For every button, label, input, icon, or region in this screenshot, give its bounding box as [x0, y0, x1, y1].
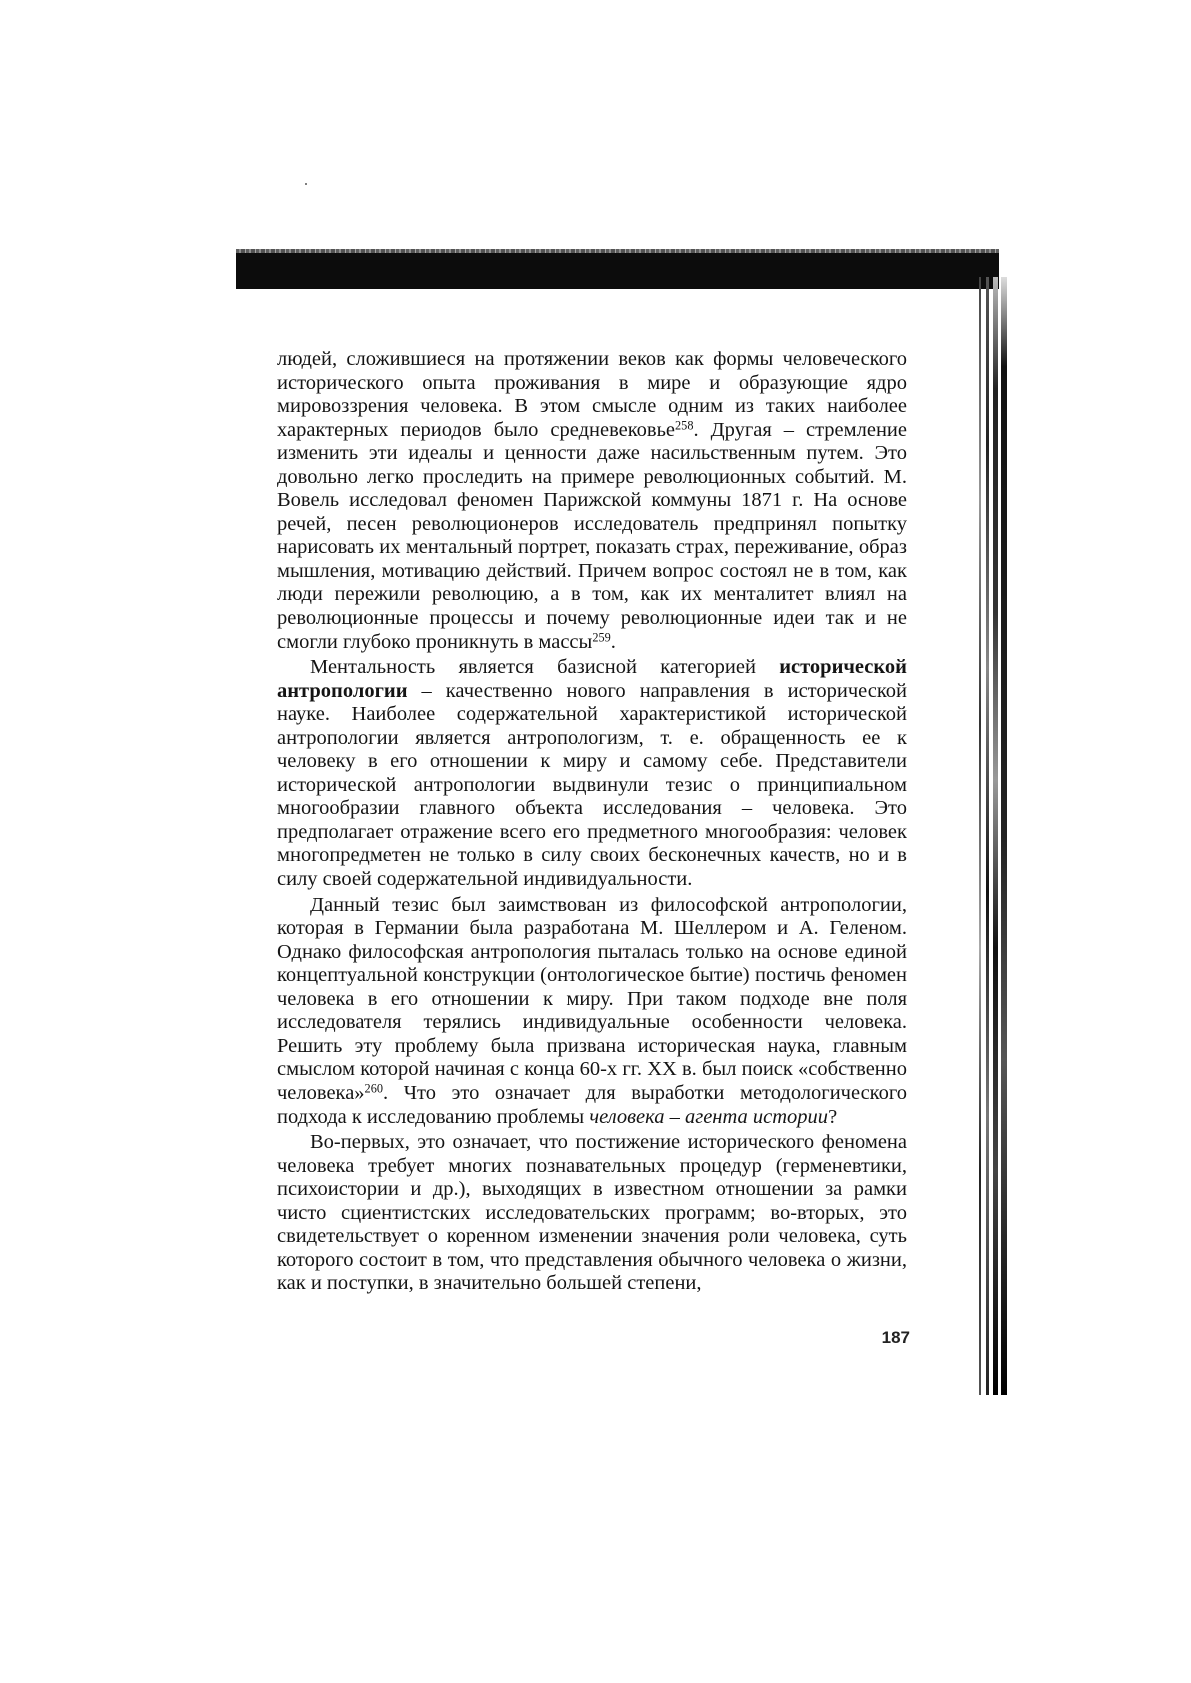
scan-top-bar [236, 253, 999, 289]
paragraph [277, 656, 907, 891]
scan-speck [305, 183, 307, 185]
scan-spine-shadow [977, 277, 1009, 1395]
spine-line [986, 277, 989, 1395]
text-run: Данный тезис был заимствован из философской антропологии, которая в Германии была разработана М. Шеллером и А. Геленом. Однако философская антропология пыталась только на основе единой концептуальной конструкции (онтологическое бытие) постичь феномен человека в его отношении к миру. При таком подходе вне поля исследователя терялись индивидуальные особенности человека. Решить эту проблему была призвана историческая наука, главным смыслом которой начиная с конца 60-х гг. XX в. был поиск «собственно человека» [277, 893, 907, 1104]
text-run: Ментальность является базисной категорией [310, 656, 780, 679]
text-run: . Что это означает для выработки методологического подхода к исследованию проблемы [277, 1081, 907, 1128]
paragraph [277, 348, 907, 654]
text-run: людей, сложившиеся на протяжении веков как формы человеческого исторического опыта проживания в мире и образующие ядро мировоззрения человека. В этом смысле одним из таких наиболее характерных периодов было средневековье [277, 348, 907, 441]
footnote-ref: 260 [364, 1081, 383, 1096]
text-run: . Другая – стремление изменить эти идеалы и ценности даже насильственным путем. Это довольно легко проследить на примере революционных событий. М. Вовель исследовал феномен Парижской коммуны 1871 г. На основе речей, песен революционеров исследователь предпринял попытку нарисовать их ментальный портрет, показать страх, переживание, образ мышления, мотивацию действий. Причем вопрос состоял не в том, как люди пережили революцию, а в том, как их менталитет влиял на революционные процессы и почему революционные идеи так и не смогли глубоко проникнуть в массы [277, 418, 907, 653]
text-run: ? [828, 1105, 838, 1128]
text-run: Во-первых, это означает, что постижение исторического феномена человека требует многих познавательных процедур (герменевтики, психоистории и др.), выходящих в известном отношении за рамки чисто сциентистских исследовательских программ; во-вторых, это свидетельствует о коренном изменении значения роли человека, суть которого состоит в том, что представления обычного человека о жизни, как и поступки, в значительно большей степени, [277, 1131, 907, 1295]
paragraph [277, 894, 907, 1129]
footnote-ref: 258 [675, 417, 694, 432]
text-run: – качественно нового направления в исторической науке. Наиболее содержательной характеристикой исторической антропологии является антропологизм, т. е. обращенность ее к человеку в его отношении к миру и самому себе. Представители исторической антропологии выдвинули тезис о принципиальном многообразии главного объекта исследования – человека. Это предполагает отражение всего его предметного многообразия: человек многопредметен не только в силу своих бесконечных качеств, но и в силу своей содержательной индивидуальности. [277, 679, 907, 891]
spine-line [979, 277, 981, 1395]
bold-term: исторической антропологии [277, 656, 907, 702]
italic-term: человека – агента истории [589, 1105, 829, 1128]
footnote-ref: 259 [592, 629, 611, 644]
page-number: 187 [881, 1328, 910, 1347]
body-text [277, 348, 907, 1296]
spine-line [993, 277, 998, 1395]
text-run: . [610, 630, 616, 653]
spine-line [1001, 277, 1007, 1395]
paragraph [277, 1131, 907, 1296]
